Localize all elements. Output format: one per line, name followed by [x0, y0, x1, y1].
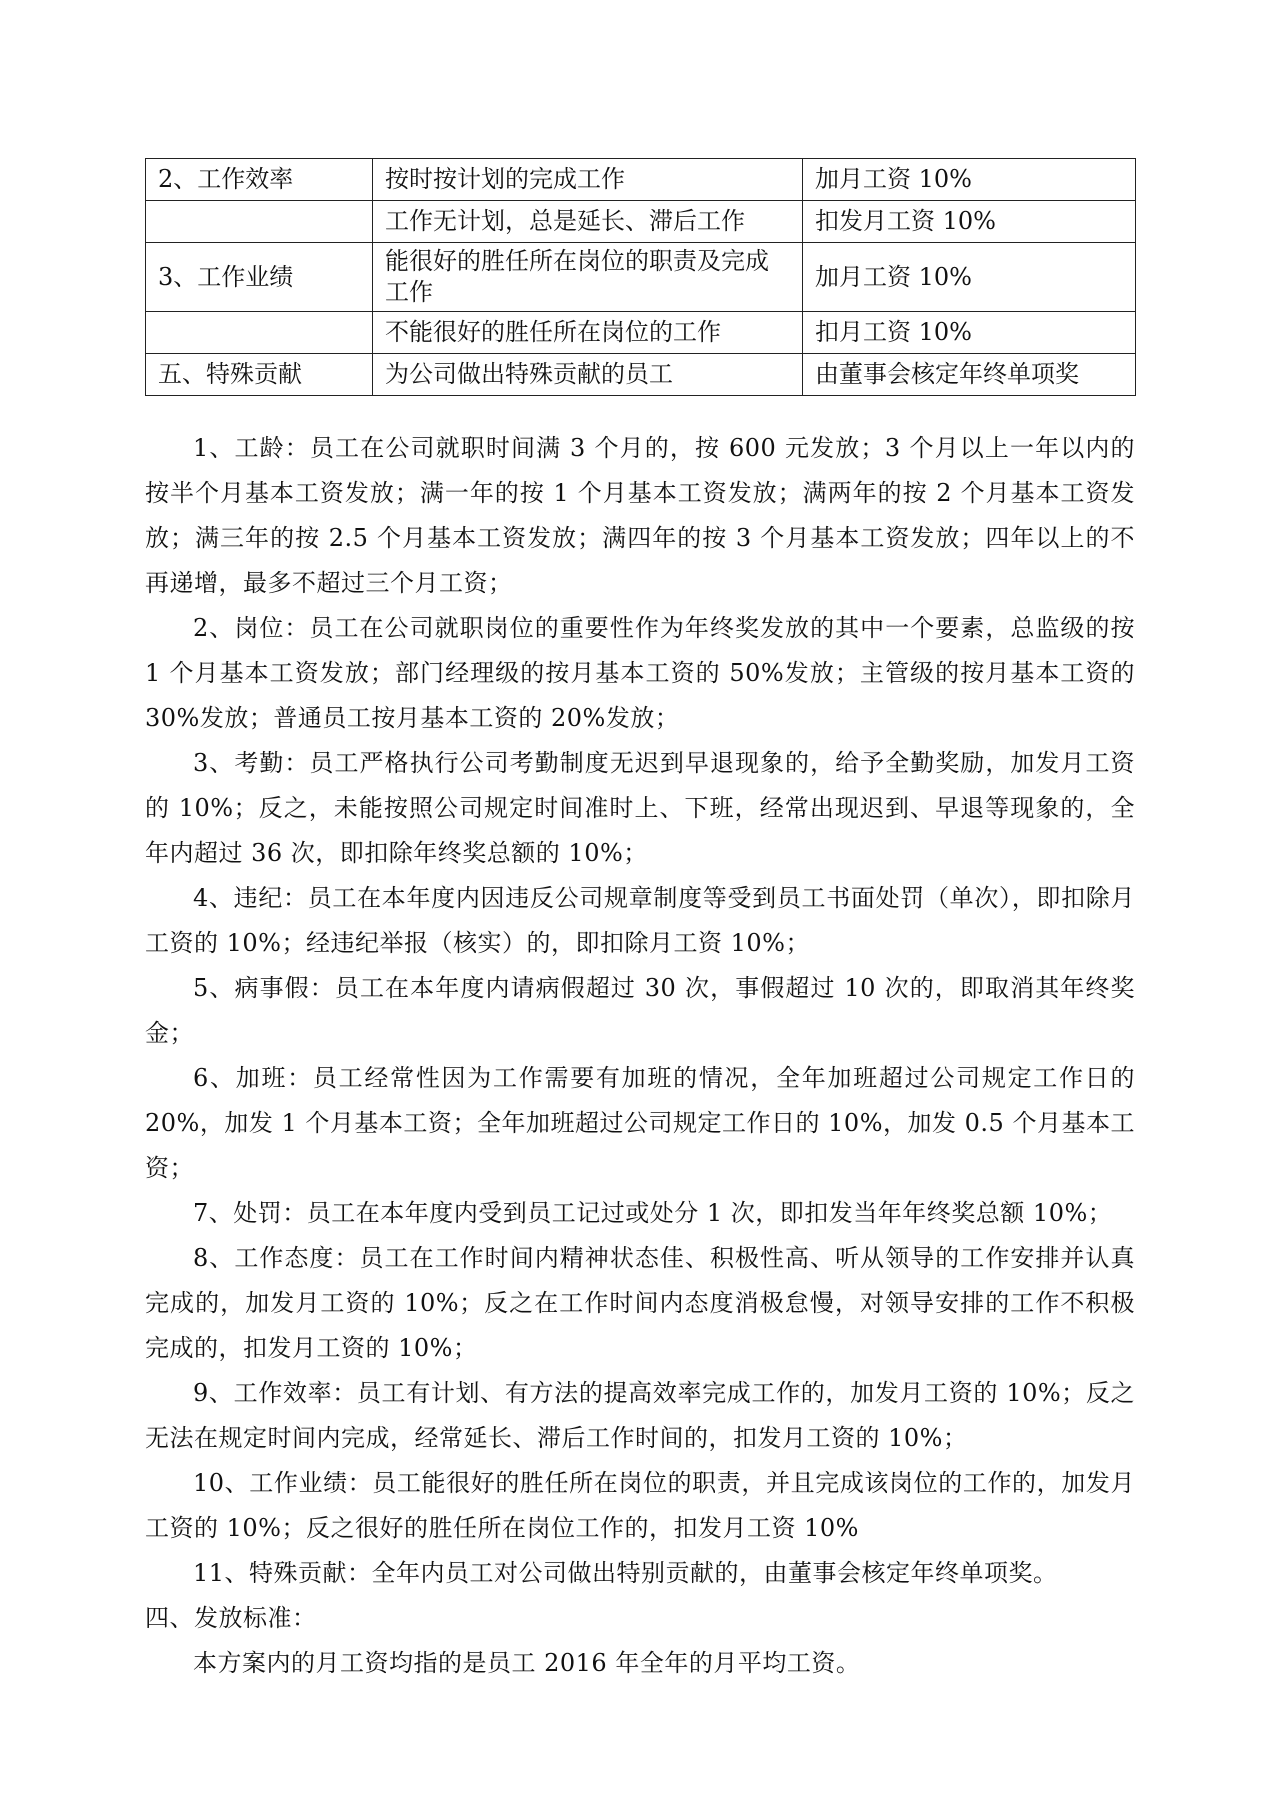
paragraph-seniority: 1、工龄：员工在公司就职时间满 3 个月的，按 600 元发放；3 个月以上一年以内的按半个月基本工资发放；满一年的按 1 个月基本工资发放；满两年的按 2 个月基本工资发放；满三年的按 2.5 个月基本工资发放；满四年的按 3 个月基本工资发放；四年以上的不再递增，最多不超过三个月工资；: [145, 434, 1135, 597]
table-cell-category: 2、工作效率: [146, 159, 373, 201]
table-cell-category: 3、工作业绩: [146, 243, 373, 312]
table-cell-condition: 按时按计划的完成工作: [373, 159, 803, 201]
paragraph-position: 2、岗位：员工在公司就职岗位的重要性作为年终奖发放的其中一个要素，总监级的按 1 个月基本工资发放；部门经理级的按月基本工资的 50%发放；主管级的按月基本工资的 30%发放；普通员工按月基本工资的 20%发放；: [145, 614, 1135, 732]
table-cell-reward: 加月工资 10%: [803, 159, 1136, 201]
table-cell-condition: 不能很好的胜任所在岗位的工作: [373, 312, 803, 354]
paragraph-special-contribution: 11、特殊贡献：全年内员工对公司做出特别贡献的，由董事会核定年终单项奖。: [193, 1559, 1058, 1587]
paragraph-overtime: 6、加班：员工经常性因为工作需要有加班的情况，全年加班超过公司规定工作日的 20%，加发 1 个月基本工资；全年加班超过公司规定工作日的 10%，加发 0.5 个月基本工资；: [145, 1064, 1135, 1182]
table-cell-condition: 能很好的胜任所在岗位的职责及完成工作: [373, 243, 803, 312]
table-cell-category: [146, 201, 373, 243]
paragraph-discipline: 4、违纪：员工在本年度内因违反公司规章制度等受到员工书面处罚（单次），即扣除月工资的 10%；经违纪举报（核实）的，即扣除月工资 10%；: [145, 884, 1135, 957]
section-heading: 四、发放标准：: [145, 1604, 317, 1632]
table-cell-category: [146, 312, 373, 354]
table-row: [146, 201, 1136, 243]
table-cell-reward: 由董事会核定年终单项奖: [803, 354, 1136, 396]
paragraph-attendance: 3、考勤：员工严格执行公司考勤制度无迟到早退现象的，给予全勤奖励，加发月工资的 10%；反之，未能按照公司规定时间准时上、下班，经常出现迟到、早退等现象的，全年内超过 36 次，即扣除年终奖总额的 10%；: [145, 749, 1135, 867]
document-page: [145, 158, 1135, 1686]
paragraph-leave: 5、病事假：员工在本年度内请病假超过 30 次，事假超过 10 次的，即取消其年终奖金；: [145, 974, 1135, 1047]
paragraph-penalty: 7、处罚：员工在本年度内受到员工记过或处分 1 次，即扣发当年年终奖总额 10%；: [193, 1199, 1113, 1227]
paragraph-attitude: 8、工作态度：员工在工作时间内精神状态佳、积极性高、听从领导的工作安排并认真完成的，加发月工资的 10%；反之在工作时间内态度消极怠慢，对领导安排的工作不积极完成的，扣发月工资的 10%；: [145, 1244, 1135, 1362]
table-row: [146, 312, 1136, 354]
paragraph-efficiency: 9、工作效率：员工有计划、有方法的提高效率完成工作的，加发月工资的 10%；反之无法在规定时间内完成，经常延长、滞后工作时间的，扣发月工资的 10%；: [145, 1379, 1135, 1452]
table-cell-condition: 工作无计划，总是延长、滞后工作: [373, 201, 803, 243]
table-row: [146, 159, 1136, 201]
paragraph-closing: 本方案内的月工资均指的是员工 2016 年全年的月平均工资。: [193, 1649, 861, 1677]
bonus-criteria-table: [145, 158, 1136, 396]
table-row: [146, 354, 1136, 396]
table-cell-reward: 加月工资 10%: [803, 243, 1136, 312]
paragraph-performance: 10、工作业绩：员工能很好的胜任所在岗位的职责，并且完成该岗位的工作的，加发月工资的 10%；反之很好的胜任所在岗位工作的，扣发月工资 10%: [145, 1469, 1135, 1542]
table-row: [146, 243, 1136, 312]
table-cell-reward: 扣月工资 10%: [803, 312, 1136, 354]
table-cell-reward: 扣发月工资 10%: [803, 201, 1136, 243]
table-cell-category: 五、特殊贡献: [146, 354, 373, 396]
table-cell-condition: 为公司做出特殊贡献的员工: [373, 354, 803, 396]
document-body: [145, 426, 1135, 1686]
